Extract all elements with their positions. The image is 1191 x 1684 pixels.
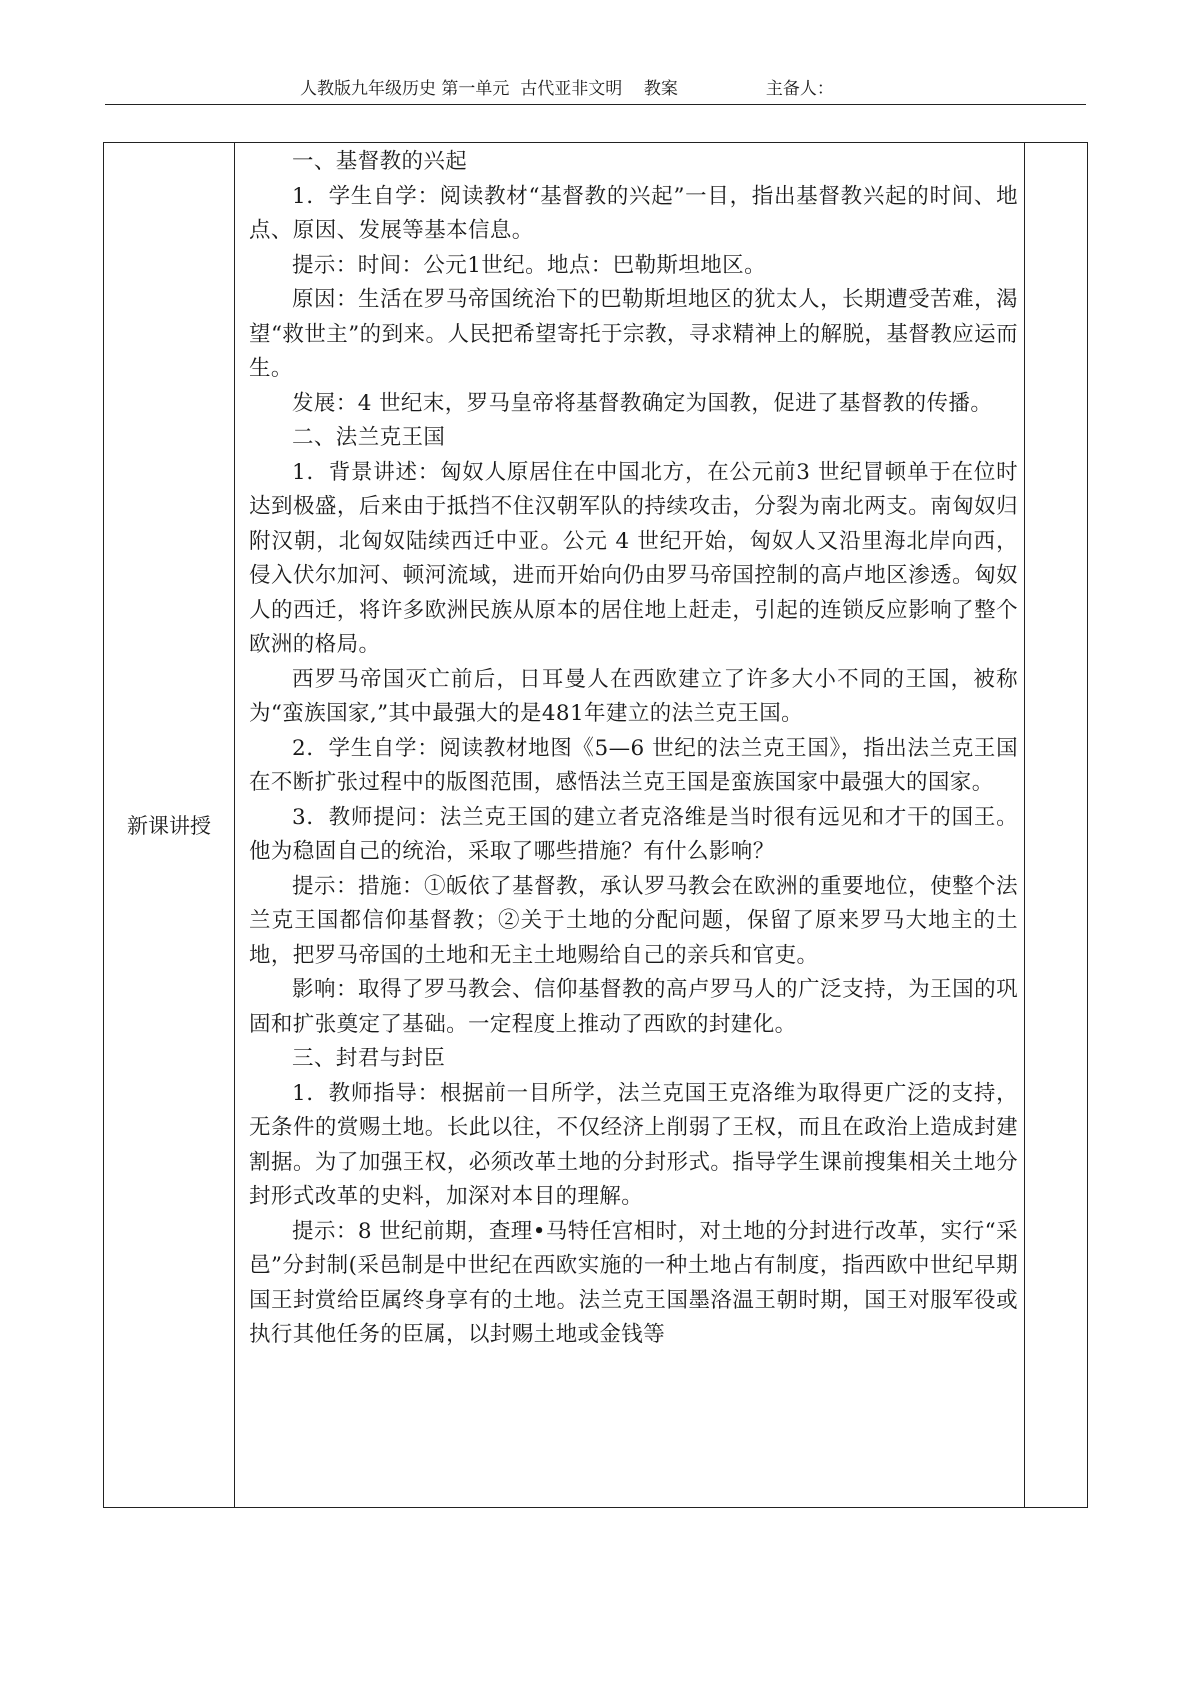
table-row — [104, 143, 1088, 1508]
header-rule — [105, 104, 1086, 105]
paragraph: 1．背景讲述：匈奴人原居住在中国北方，在公元前3 世纪冒顿单于在位时达到极盛，后来由于抵挡不住汉朝军队的持续攻击，分裂为南北两支。南匈奴归附汉朝，北匈奴陆续西迁中亚。公元 4 世纪开始，匈奴人又沿里海北岸向西，侵入伏尔加河、顿河流域，进而开始向仍由罗马帝国控制的高卢地区渗透。匈奴人的西迁，将许多欧洲民族从原本的居住地上赶走，引起的连锁反应影响了整个欧洲的格局。 — [249, 459, 1018, 657]
heading-christianity: 一、基督教的兴起 — [292, 149, 468, 174]
paragraph: 发展：4 世纪末，罗马皇帝将基督教确定为国教，促进了基督教的传播。 — [292, 390, 993, 416]
paragraph: 2．学生自学：阅读教材地图《5—6 世纪的法兰克王国》，指出法兰克王国在不断扩张过程中的版图范围，感悟法兰克王国是蛮族国家中最强大的国家。 — [249, 735, 1018, 795]
paragraph: 1．学生自学：阅读教材“基督教的兴起”一目，指出基督教兴起的时间、地点、原因、发展等基本信息。 — [249, 183, 1018, 243]
paragraph: 西罗马帝国灭亡前后，日耳曼人在西欧建立了许多大小不同的王国，被称为“蛮族国家,”其中最强大的是481年建立的法兰克王国。 — [249, 666, 1018, 726]
section-label-cell — [104, 143, 235, 1508]
paragraph: 影响：取得了罗马教会、信仰基督教的高卢罗马人的广泛支持，为王国的巩固和扩张奠定了基础。一定程度上推动了西欧的封建化。 — [249, 977, 1018, 1037]
header-preparer-label: 主备人： — [765, 79, 834, 99]
paragraph: 原因：生活在罗马帝国统治下的巴勒斯坦地区的犹太人，长期遭受苦难，渴望“救世主”的到来。人民把希望寄托于宗教，寻求精神上的解脱，基督教应运而生。 — [249, 287, 1018, 381]
paragraph: 1．教师指导：根据前一目所学，法兰克国王克洛维为取得更广泛的支持，无条件的赏赐土地。长此以往，不仅经济上削弱了王权，而且在政治上造成封建割据。为了加强王权，必须改革土地的分封形式。指导学生课前搜集相关土地分封形式改革的史料，加深对本目的理解。 — [249, 1080, 1018, 1209]
paragraph: 提示：时间：公元1世纪。地点：巴勒斯坦地区。 — [292, 252, 766, 278]
paragraph: 提示：措施：①皈依了基督教，承认罗马教会在欧洲的重要地位，使整个法兰克王国都信仰基督教；②关于土地的分配问题，保留了原来罗马大地主的土地，把罗马帝国的土地和无主土地赐给自己的亲兵和官吏。 — [249, 873, 1018, 968]
header-title: 人教版九年级历史 第一单元 古代亚非文明 教案 — [300, 79, 678, 99]
paragraph: 提示：8 世纪前期，查理•马特任宫相时，对土地的分封进行改革，实行“采邑”分封制(采邑制是中世纪在西欧实施的一种土地占有制度，指西欧中世纪早期国王封赏给臣属终身享有的土地。法兰克王国墨洛温王朝时期，国王对服军役或执行其他任务的臣属，以封赐土地或金钱等 — [249, 1218, 1018, 1347]
lesson-plan-table — [103, 142, 1088, 1508]
lesson-content — [235, 143, 1024, 1353]
section-label: 新课讲授 — [127, 814, 211, 838]
heading-frankish-kingdom: 二、法兰克王国 — [292, 425, 446, 450]
paragraph: 3．教师提问：法兰克王国的建立者克洛维是当时很有远见和才干的国王。他为稳固自己的统治，采取了哪些措施？有什么影响？ — [249, 804, 1018, 864]
heading-lords-vassals: 三、封君与封臣 — [292, 1046, 446, 1071]
lesson-content-cell — [235, 143, 1025, 1508]
page-header — [300, 74, 834, 99]
notes-cell — [1025, 143, 1088, 1508]
